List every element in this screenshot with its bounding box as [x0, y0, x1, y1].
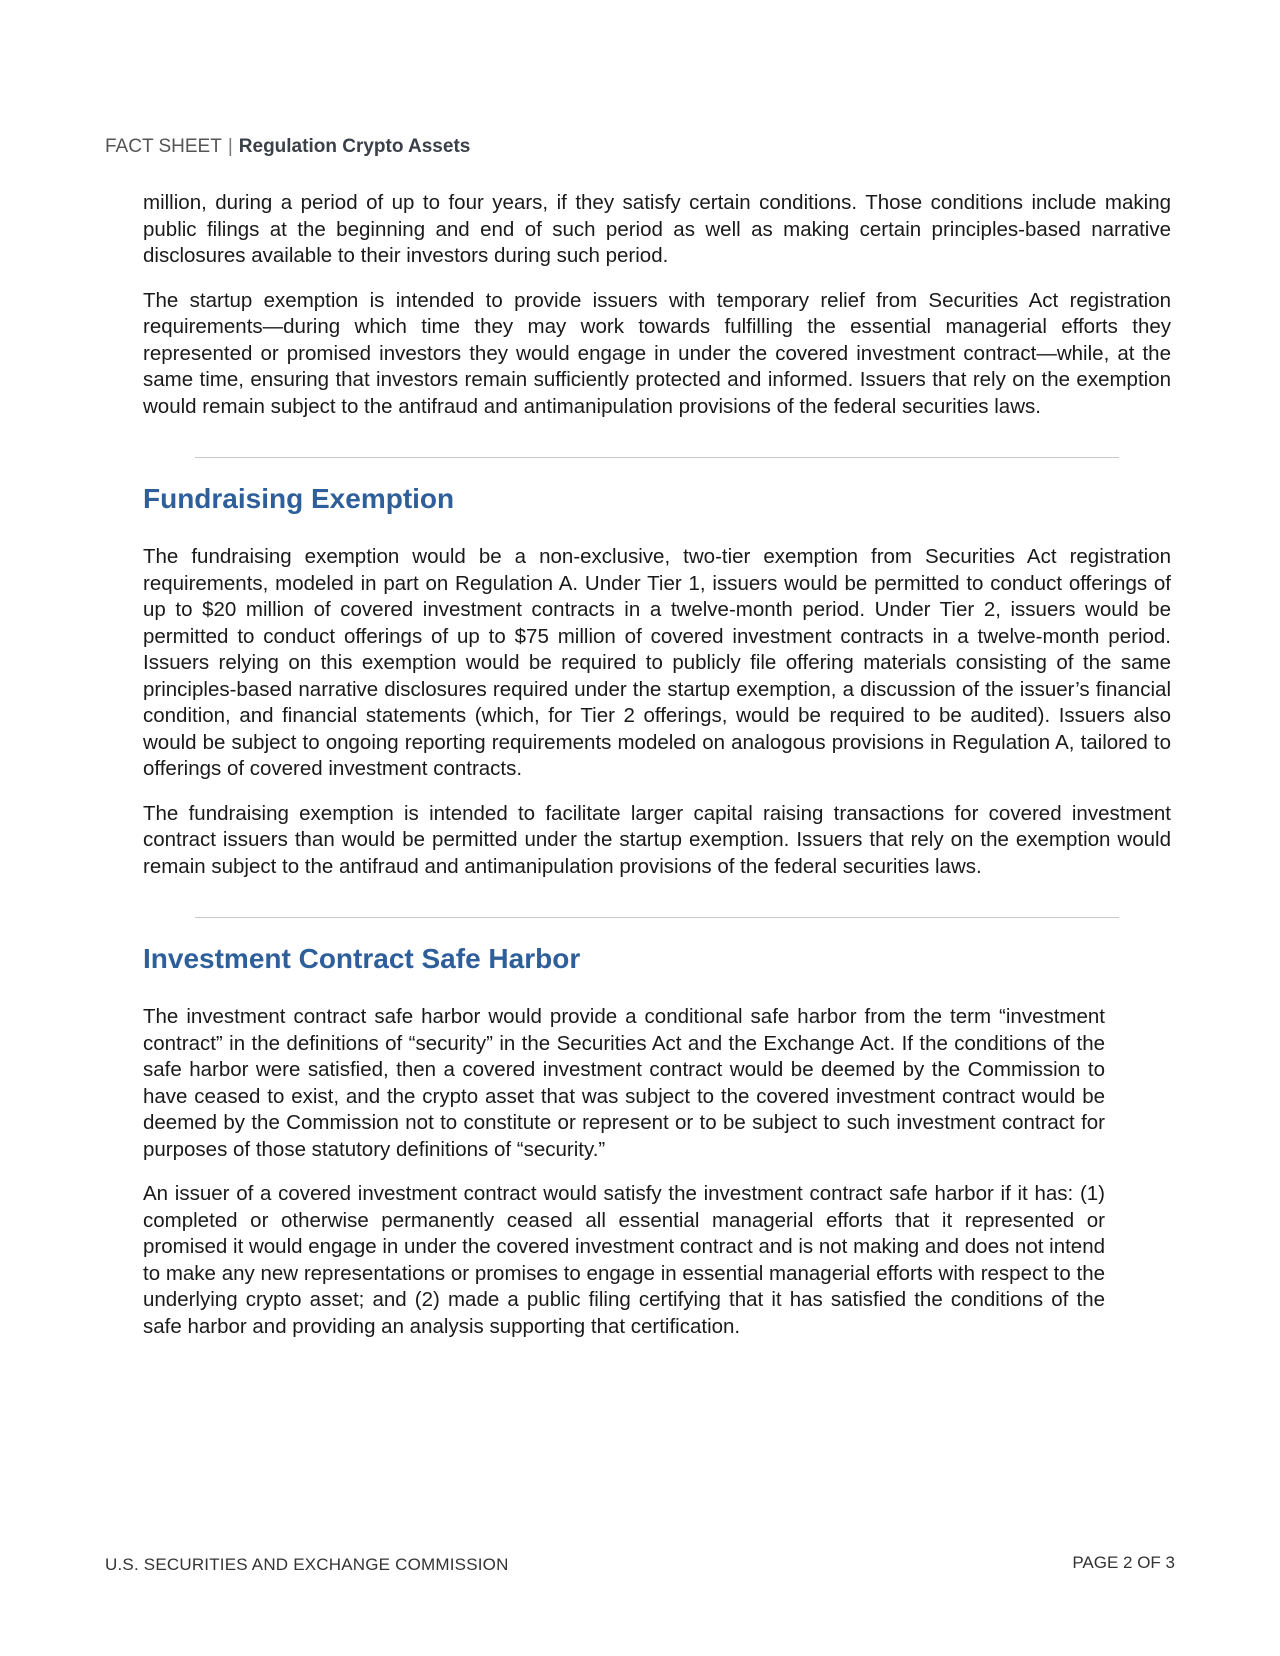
header-title: Regulation Crypto Assets — [238, 136, 471, 157]
safe-harbor-section — [143, 942, 1171, 1340]
section-divider — [195, 457, 1119, 458]
header-label: FACT SHEET — [105, 136, 222, 157]
safe-harbor-paragraph-2: An issuer of a covered investment contract would satisfy the investment contract safe harbor if it has: (1) completed or otherwise permanently ceased all essential managerial efforts that it represented or promised it would engage in under the covered investment contract and is not making and does not intend to make any new representations or promises to engage in essential managerial efforts with respect to the underlying crypto asset; and (2) made a public filing certifying that it has satisfied the conditions of the safe harbor and providing an analysis supporting that certification. — [143, 1182, 1105, 1338]
fundraising-section — [143, 482, 1171, 880]
fundraising-paragraph-2: The fundraising exemption is intended to facilitate larger capital raising transactions for covered investment contract issuers than would be permitted under the startup exemption. Issuers that rely on the exemption would remain subject to the antifraud and antimanipulation provisions of the federal securities laws. — [143, 801, 1171, 878]
document-body — [143, 190, 1171, 1358]
document-header — [105, 136, 470, 158]
section-divider — [195, 917, 1119, 918]
intro-section — [143, 190, 1171, 420]
fundraising-heading: Fundraising Exemption — [143, 483, 455, 514]
intro-paragraph-1: million, during a period of up to four years, if they satisfy certain conditions. Those conditions include making public filings at the beginning and end of such period as well as making certain principles-based narrative disclosures available to their investors during such period. — [143, 191, 1171, 267]
safe-harbor-heading: Investment Contract Safe Harbor — [143, 943, 581, 974]
footer-page-number: PAGE 2 OF 3 — [1072, 1553, 1175, 1572]
intro-paragraph-2: The startup exemption is intended to provide issuers with temporary relief from Securities Act registration requirements—during which time they may work towards fulfilling the essential managerial efforts they represented or promised investors they would engage in under the covered investment contract—while, at the same time, ensuring that investors remain sufficiently protected and informed. Issuers that rely on the exemption would remain subject to the antifraud and antimanipulation provisions of the federal securities laws. — [143, 288, 1171, 418]
safe-harbor-paragraph-1: The investment contract safe harbor would provide a conditional safe harbor from the term “investment contract” in the definitions of “security” in the Securities Act and the Exchange Act. If the conditions of the safe harbor were satisfied, then a covered investment contract would be deemed by the Commission to have ceased to exist, and the crypto asset that was subject to the covered investment contract would be deemed by the Commission not to constitute or represent or to be subject to such investment contract for purposes of those statutory definitions of “security.” — [143, 1005, 1105, 1161]
fundraising-paragraph-1: The fundraising exemption would be a non-exclusive, two-tier exemption from Securities Act registration requirements, modeled in part on Regulation A. Under Tier 1, issuers would be permitted to conduct offerings of up to $20 million of covered investment contracts in a twelve-month period. Under Tier 2, issuers would be permitted to conduct offerings of up to $75 million of covered investment contracts in a twelve-month period. Issuers relying on this exemption would be required to publicly file offering materials consisting of the same principles-based narrative disclosures required under the startup exemption, a discussion of the issuer’s financial condition, and financial statements (which, for Tier 2 offerings, would be required to be audited). Issuers also would be subject to ongoing reporting requirements modeled on analogous provisions in Regulation A, tailored to offerings of covered investment contracts. — [143, 545, 1171, 780]
footer-organization: U.S. SECURITIES AND EXCHANGE COMMISSION — [105, 1555, 509, 1574]
header-separator: | — [227, 136, 233, 157]
